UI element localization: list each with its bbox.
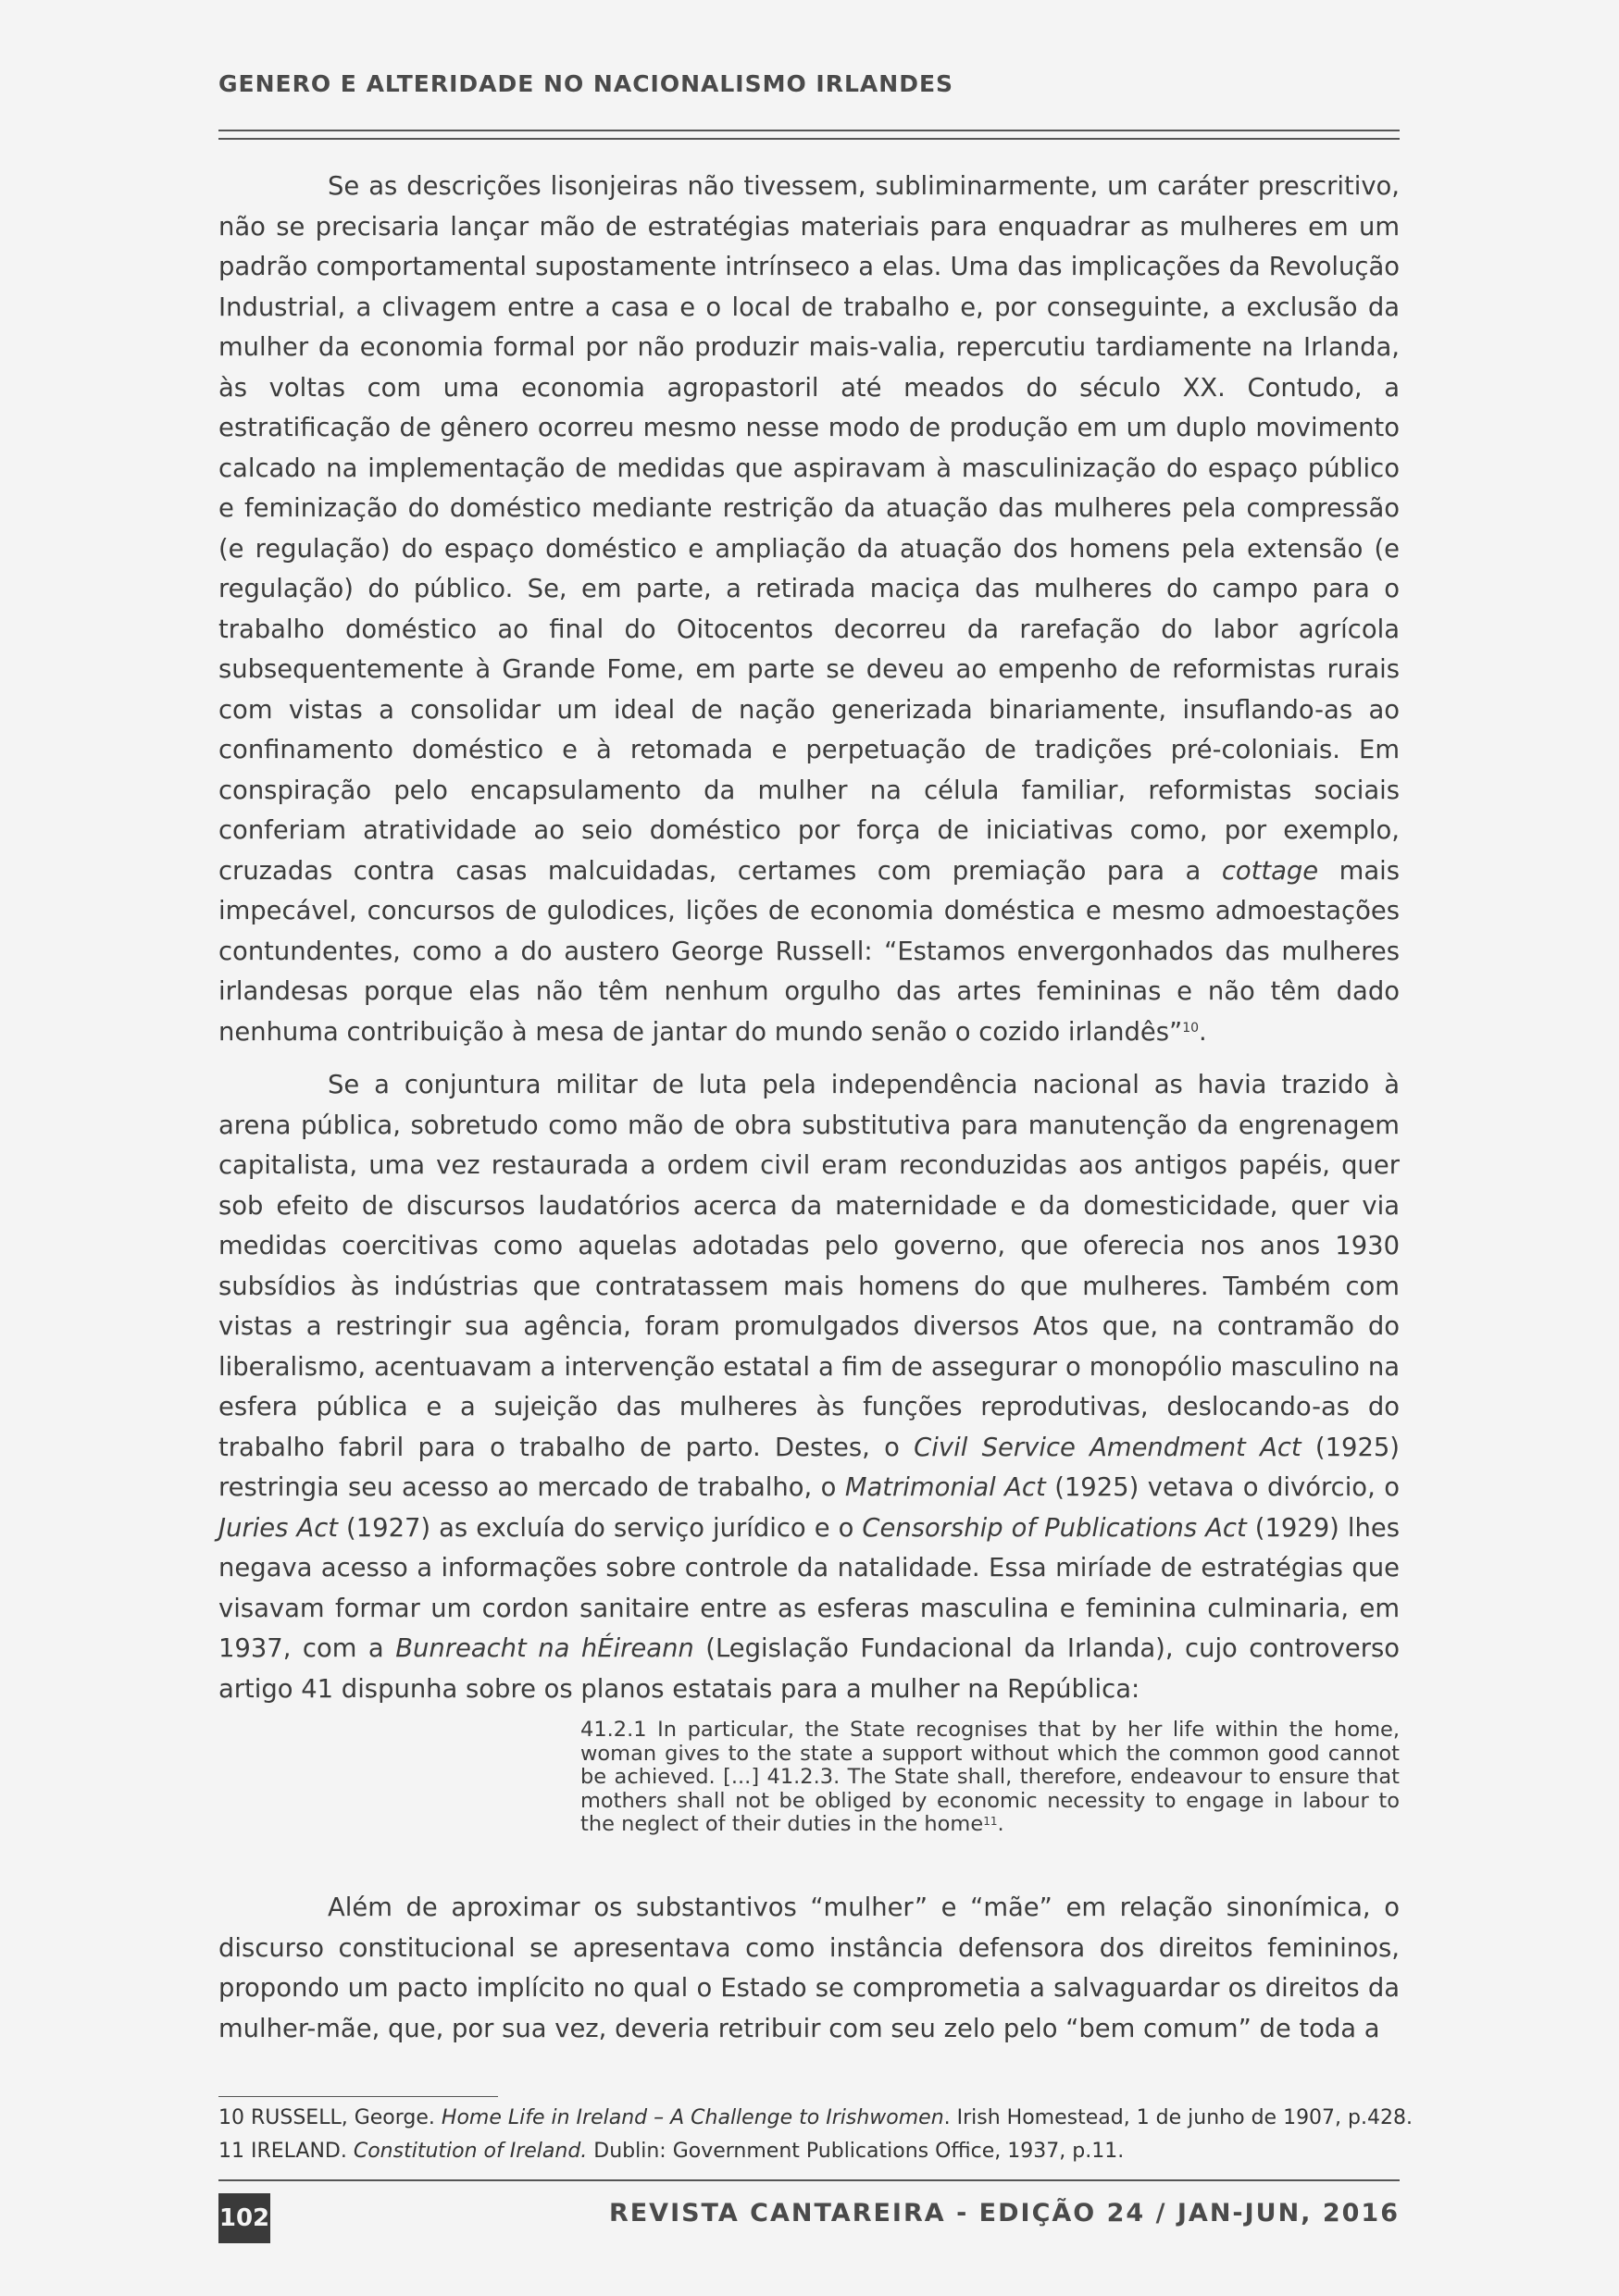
constitution-title: Bunreacht na hÉireann <box>395 1634 694 1663</box>
main-text-bottom <box>218 1888 1400 2049</box>
act-juries: Juries Act <box>218 1513 338 1543</box>
paragraph-2: Se a conjuntura militar de luta pela independência nacional as havia trazido à arena pública, sobretudo como mão de obra substitutiva para manutenção da engrenagem capitalista, uma vez restaurada a ordem civil eram reconduzidas aos antigos papéis, quer sob efeito de discursos laudatórios acerca da maternidade e da domesticidade, quer via medidas coercitivas como aquelas adotadas pelo governo, que oferecia nos anos 1930 subsídios às indústrias que contratassem mais homens do que mulheres. Também com vistas a restringir sua agência, foram promulgados diversos Atos que, na contramão do liberalismo, acentuavam a intervenção estatal a fim de assegurar o monopólio masculino na esfera pública e a sujeição das mulheres às funções reprodutivas, deslocando-as do trabalho fabril para o trabalho de parto. Destes, o Civil Service Amendment Act (1925) restringia seu acesso ao mercado de trabalho, o Matrimonial Act (1925) vetava o divórcio, o Juries Act (1927) as excluía do serviço jurídico e o Censorship of Publications Act (1929) lhes negava acesso a informações sobre controle da natalidade. Essa miríade de estratégias que visavam formar um cordon sanitaire entre as esferas masculina e feminina culminaria, em 1937, com a Bunreacht na hÉireann (Legislação Fundacional da Irlanda), cujo controverso artigo 41 dispunha sobre os planos estatais para a mulher na República: <box>218 1071 1400 1704</box>
page-header-title: GENERO E ALTERIDADE NO NACIONALISMO IRLANDES <box>218 70 954 97</box>
main-text-top <box>218 167 1400 1709</box>
act-civil-service: Civil Service Amendment Act <box>914 1433 1301 1462</box>
footnote-10: 10 RUSSELL, George. Home Life in Ireland – A Challenge to Irishwomen. Irish Homestead, 1 de junho de 1907, p.428. <box>218 2106 1413 2129</box>
footnote-ref-11[interactable]: 11 <box>983 1815 998 1828</box>
footnote-divider <box>218 2096 498 2097</box>
act-matrimonial: Matrimonial Act <box>844 1473 1046 1502</box>
italic-term-cottage: cottage <box>1221 856 1319 886</box>
footnotes <box>218 2102 1413 2168</box>
footnote-11: 11 IRELAND. Constitution of Ireland. Dublin: Government Publications Office, 1937, p.11. <box>218 2140 1125 2163</box>
paragraph-3: Além de aproximar os substantivos “mulher” e “mãe” em relação sinonímica, o discurso constitucional se apresentava como instância defensora dos direitos femininos, propondo um pacto implícito no qual o Estado se comprometia a salvaguardar os direitos da mulher-mãe, que, por sua vez, deveria retribuir com seu zelo pelo “bem comum” de toda a <box>218 1893 1400 2043</box>
footnote-ref-10[interactable]: 10 <box>1182 1020 1200 1036</box>
act-censorship: Censorship of Publications Act <box>862 1513 1247 1543</box>
constitution-quote: 41.2.1 In particular, the State recognises that by her life within the home, woman gives to the state a support without which the common good cannot be achieved. [...] 41.2.3. The State shall, therefore, endeavour to ensure that mothers shall not be obliged by economic necessity to engage in labour to the neglect of their duties in the home$^{11}$. <box>580 1718 1400 1836</box>
paragraph-1: Se as descrições lisonjeiras não tivessem, subliminarmente, um caráter prescritivo, não se precisaria lançar mão de estratégias materiais para enquadrar as mulheres em um padrão comportamental supostamente intrínseco a elas. Uma das implicações da Revolução Industrial, a clivagem entre a casa e o local de trabalho e, por conseguinte, a exclusão da mulher da economia formal por não produzir mais-valia, repercutiu tardiamente na Irlanda, às voltas com uma economia agropastoril até meados do século XX. Contudo, a estratificação de gênero ocorreu mesmo nesse modo de produção em um duplo movimento calcado na implementação de medidas que aspiravam à masculinização do espaço público e feminização do doméstico mediante restrição da atuação das mulheres pela compressão (e regulação) do espaço doméstico e ampliação da atuação dos homens pela extensão (e regulação) do público. Se, em parte, a retirada maciça das mulheres do campo para o trabalho doméstico ao final do Oitocentos decorreu da rarefação do labor agrícola subsequentemente à Grande Fome, em parte se deveu ao empenho de reformistas rurais com vistas a consolidar um ideal de nação generizada binariamente, insuflando-as ao confinamento doméstico e à retomada e perpetuação de tradições pré-coloniais. Em conspiração pelo encapsulamento da mulher na célula familiar, reformistas sociais conferiam atratividade ao seio doméstico por força de iniciativas como, por exemplo, cruzadas contra casas malcuidadas, certames com premiação para a cottage mais impecável, concursos de gulodices, lições de economia doméstica e mesmo admoestações contundentes, como a do austero George Russell: “Estamos envergonhados das mulheres irlandesas porque elas não têm nenhum orgulho das artes femininas e não têm dado nenhuma contribuição à mesa de jantar do mundo senão o cozido irlandês”$^{10}$. <box>218 172 1400 1047</box>
journal-info: REVISTA CANTAREIRA - EDIÇÃO 24 / JAN-JUN, 2016 <box>608 2199 1400 2228</box>
footer-divider <box>218 2179 1400 2181</box>
page-number: 102 <box>218 2193 270 2243</box>
header-divider <box>218 130 1400 140</box>
